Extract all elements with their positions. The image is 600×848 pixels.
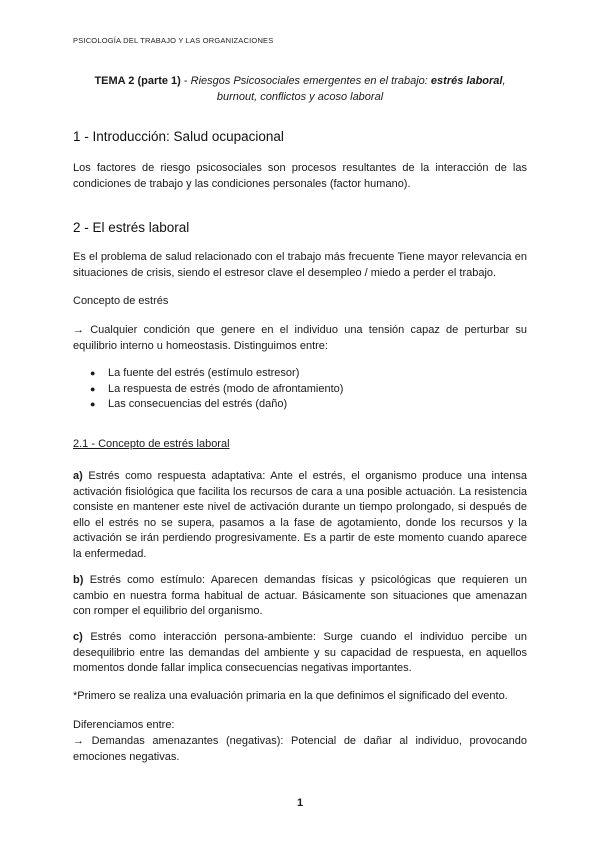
section-1-heading: 1 - Introducción: Salud ocupacional bbox=[73, 129, 284, 144]
note-paragraph: *Primero se realiza una evaluación primaria en la que definimos el significado del evento. bbox=[73, 690, 508, 702]
title-separator: - bbox=[180, 75, 191, 87]
page-number: 1 bbox=[296, 797, 304, 809]
list-item: ● La fuente del estrés (estímulo estresor) bbox=[90, 366, 343, 382]
section-2-paragraph: Es el problema de salud relacionado con el trabajo más frecuente Tiene mayor relevancia en situaciones de crisis, siendo el estresor clave el desempleo / miedo a perder el trabajo. bbox=[73, 251, 527, 279]
list-item: ● Las consecuencias del estrés (daño) bbox=[90, 397, 343, 413]
concept-text: → Cualquier condición que genere en el individuo una tensión capaz de perturbar su equilibrio interno u homeostasis. Distinguimos entre: bbox=[73, 324, 527, 352]
diff-text: → Demandas amenazantes (negativas): Potencial de dañar al individuo, provocando emociones negativas. bbox=[73, 735, 527, 763]
concept-label: Concepto de estrés bbox=[73, 295, 169, 307]
section-2-heading: 2 - El estrés laboral bbox=[73, 220, 190, 235]
running-header: PSICOLOGÍA DEL TRABAJO Y LAS ORGANIZACIONES bbox=[73, 36, 274, 45]
tema-label: TEMA 2 (parte 1) bbox=[94, 75, 181, 87]
item-c-paragraph: c) Estrés como interacción persona-ambiente: Surge cuando el individuo percibe un desequilibrio entre las demandas del ambiente y su capacidad de respuesta, en aquellos momentos donde fallar implica consecuencias negativas importantes. bbox=[73, 631, 527, 674]
title-subtitle-c: , burnout, conflictos y acoso laboral bbox=[216, 75, 506, 103]
section-1-paragraph: Los factores de riesgo psicosociales son procesos resultantes de la interacción de las condiciones de trabajo y las condiciones personales (factor humano). bbox=[73, 162, 527, 190]
subsection-2-1-heading: 2.1 - Concepto de estrés laboral bbox=[73, 438, 230, 450]
diff-label: Diferenciamos entre: bbox=[73, 719, 175, 731]
title-subtitle-b: estrés laboral bbox=[430, 75, 503, 87]
bullet-icon: ● bbox=[90, 383, 96, 394]
document-title bbox=[73, 73, 527, 105]
bullet-icon: ● bbox=[90, 399, 96, 409]
bullet-icon: ● bbox=[90, 368, 96, 378]
item-b-paragraph: b) Estrés como estímulo: Aparecen demandas físicas y psicológicas que requieren un cambio en nuestra forma habitual de actuar. Básicamente son situaciones que amenazan con romper el equilibrio del organismo. bbox=[73, 574, 527, 617]
list-item: ● La respuesta de estrés (modo de afrontamiento) bbox=[90, 382, 343, 398]
item-a-paragraph: a) Estrés como respuesta adaptativa: Ante el estrés, el organismo produce una intensa activación fisiológica que facilita los recursos de cara a una posible actuación. La resistencia consiste en mantener este nivel de activación durante un tiempo prolongado, si después de ello el estrés no se supera, pasamos a la fase de agotamiento, donde los recursos y la activación se irán perdiendo progresivamente. Es a partir de este momento cuando aparece la enfermedad. bbox=[73, 470, 527, 560]
title-subtitle-a: Riesgos Psicosociales emergentes en el trabajo: bbox=[190, 75, 431, 87]
bullet-list bbox=[90, 366, 343, 413]
